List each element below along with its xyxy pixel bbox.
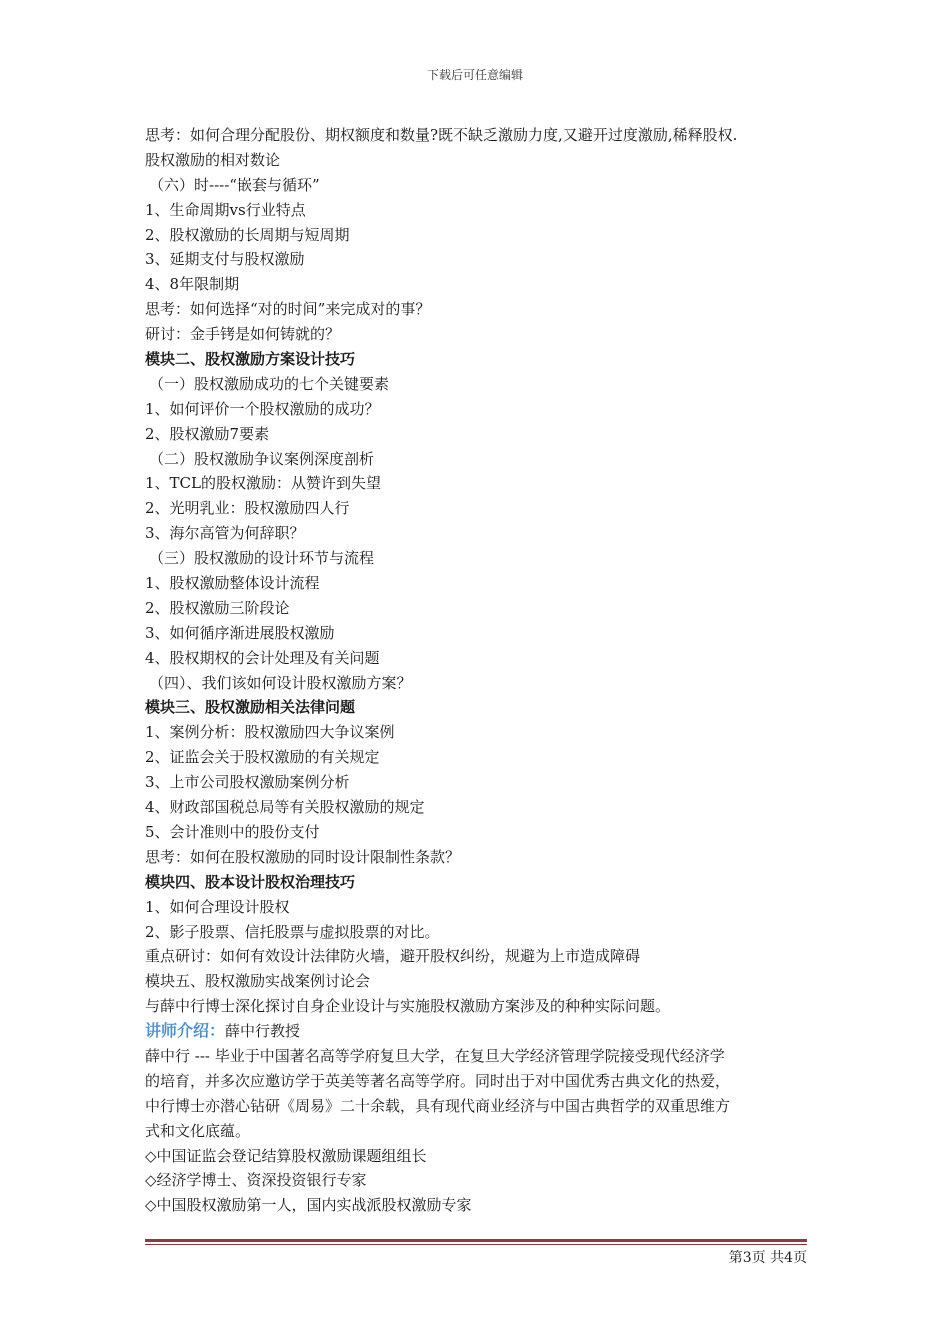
module-heading: 模块二、股权激励方案设计技巧 [145, 350, 356, 369]
list-item: 1、如何合理设计股权 [145, 897, 290, 916]
list-item: 3、如何循序渐进展股权激励 [145, 623, 335, 642]
list-item: 1、生命周期vs行业特点 [145, 200, 306, 219]
module-heading: 模块四、股本设计股权治理技巧 [145, 872, 356, 891]
list-item: 4、股权期权的会计处理及有关问题 [145, 648, 380, 667]
list-item: 3、延期支付与股权激励 [145, 250, 305, 269]
section-heading: （二）股权激励争议案例深度剖析 [149, 449, 375, 468]
list-item: 4、财政部国税总局等有关股权激励的规定 [145, 798, 425, 817]
list-item: 2、影子股票、信托股票与虚拟股票的对比。 [145, 922, 440, 941]
bio-line: 薛中行 --- 毕业于中国著名高等学府复旦大学，在复旦大学经济管理学院接受现代经济学 [145, 1046, 725, 1065]
list-item: 4、8年限制期 [145, 275, 240, 294]
section-heading: （四）、我们该如何设计股权激励方案？ [149, 673, 412, 692]
module-heading: 模块五、股权激励实战案例讨论会 [145, 972, 371, 991]
text-line: 股权激励的相对数论 [145, 150, 281, 169]
teacher-name: 薛中行教授 [225, 1022, 301, 1041]
list-item: 3、海尔高管为何辞职？ [145, 524, 305, 543]
list-item: 1、案例分析：股权激励四大争议案例 [145, 723, 395, 742]
text-line: 思考：如何合理分配股份、期权额度和数量?既不缺乏激励力度,又避开过度激励,稀释股权. [145, 126, 738, 144]
section-heading: （一）股权激励成功的七个关键要素 [149, 374, 390, 393]
text-line: 重点研讨：如何有效设计法律防火墙，避开股权纠纷，规避为上市造成障碍 [145, 947, 641, 966]
list-item: 1、如何评价一个股权激励的成功？ [145, 399, 380, 418]
text-line: 思考：如何选择“对的时间”来完成对的事？ [145, 300, 431, 319]
credential-item: ◇中国证监会登记结算股权激励课题组组长 [145, 1146, 427, 1165]
page-number: 第3页 共4页 [728, 1250, 807, 1266]
list-item: 2、股权激励7要素 [145, 424, 270, 443]
footer-rule [145, 1239, 807, 1242]
list-item: 5、会计准则中的股份支付 [145, 822, 320, 841]
bio-line: 的培育，并多次应邀访学于英美等著名高等学府。同时出于对中国优秀古典文化的热爱， [145, 1071, 731, 1090]
section-heading: （六）时----“嵌套与循环” [149, 175, 320, 194]
list-item: 2、股权激励的长周期与短周期 [145, 225, 350, 244]
credential-item: ◇经济学博士、资深投资银行专家 [145, 1171, 367, 1190]
text-line: 与薛中行博士深化探讨自身企业设计与实施股权激励方案涉及的种种实际问题。 [145, 997, 671, 1016]
credential-item: ◇中国股权激励第一人，国内实战派股权激励专家 [145, 1196, 472, 1215]
list-item: 2、股权激励三阶段论 [145, 598, 290, 617]
teacher-intro [145, 1019, 815, 1044]
list-item: 1、TCL的股权激励：从赞许到失望 [145, 474, 381, 493]
section-heading: （三）股权激励的设计环节与流程 [149, 549, 375, 568]
list-item: 2、光明乳业：股权激励四人行 [145, 499, 350, 518]
page-header: 下载后可任意编辑 [426, 68, 523, 82]
list-item: 2、证监会关于股权激励的有关规定 [145, 748, 380, 767]
text-line: 研讨：金手铐是如何铸就的？ [145, 325, 341, 344]
bio-line: 式和文化底蕴。 [145, 1121, 251, 1140]
text-line: 思考：如何在股权激励的同时设计限制性条款？ [145, 847, 461, 866]
list-item: 1、股权激励整体设计流程 [145, 574, 320, 593]
module-heading: 模块三、股权激励相关法律问题 [145, 698, 356, 717]
list-item: 3、上市公司股权激励案例分析 [145, 773, 350, 792]
teacher-label: 讲师介绍： [145, 1021, 226, 1041]
bio-line: 中行博士亦潜心钻研《周易》二十余载，具有现代商业经济与中国古典哲学的双重思维方 [145, 1096, 731, 1115]
footer-rule-thin [145, 1244, 807, 1245]
document-body [145, 123, 815, 1218]
